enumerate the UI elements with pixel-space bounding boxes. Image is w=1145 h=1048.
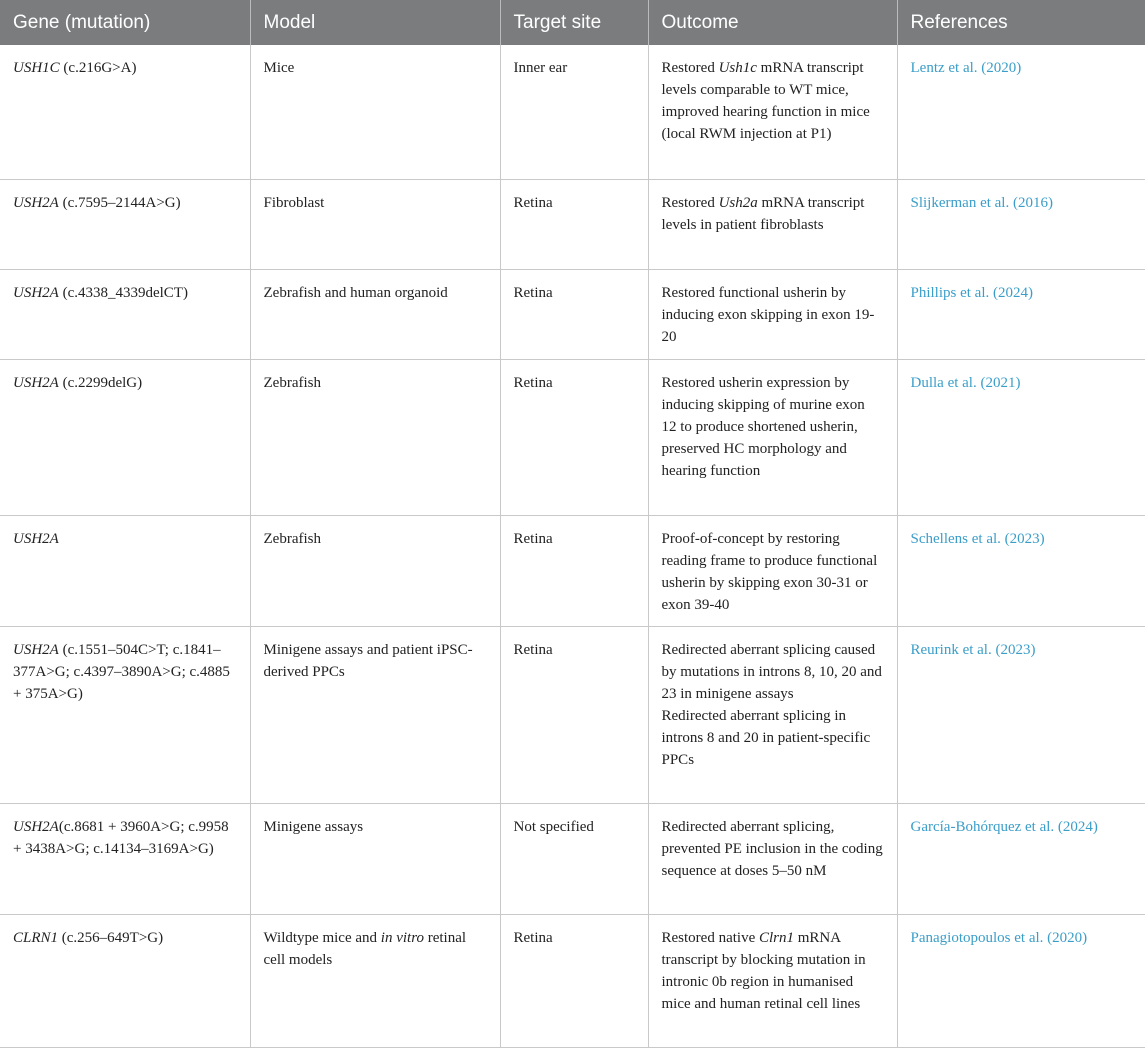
gene-mutation: (c.1551–504C>T; c.1841–377A>G; c.4397–3890A>G; c.4885 + 375A>G): [13, 641, 230, 702]
table-row: [0, 179, 1145, 269]
cell-model: [250, 626, 500, 803]
gene-symbol: USH2A: [13, 194, 59, 211]
cell-target-site: Retina: [500, 359, 648, 515]
cell-target-site: Retina: [500, 269, 648, 359]
cell-outcome: [648, 179, 897, 269]
cell-reference: [897, 914, 1145, 1047]
cell-reference: [897, 359, 1145, 515]
cell-model: [250, 515, 500, 626]
reference-link[interactable]: García-Bohórquez et al. (2024): [910, 818, 1098, 835]
gene-symbol: USH2A: [13, 818, 59, 835]
outcome-text-rest: mRNA transcript by blocking mutation in intronic 0b region in humanised mice and human retinal cell lines: [661, 929, 866, 1012]
header-model: Model: [250, 0, 500, 45]
cell-model: [250, 803, 500, 914]
gene-symbol: USH2A: [13, 374, 59, 391]
gene-mutation: (c.2299delG): [58, 374, 143, 391]
reference-link[interactable]: Panagiotopoulos et al. (2020): [910, 929, 1088, 946]
model-text: Minigene assays and patient iPSC-derived PPCs: [263, 641, 473, 680]
gene-mutation: (c.4338_4339delCT): [58, 284, 188, 301]
outcome-gene: Ush1c: [718, 60, 757, 76]
reference-link[interactable]: Slijkerman et al. (2016): [910, 194, 1053, 211]
cell-outcome: [648, 626, 897, 803]
cell-reference: [897, 515, 1145, 626]
header-row: [0, 0, 1145, 45]
cell-gene: [0, 269, 250, 359]
outcome-text: Restored: [661, 60, 719, 76]
model-text: Mice: [263, 60, 295, 76]
cell-model: [250, 45, 500, 179]
header-gene: Gene (mutation): [0, 0, 250, 45]
table-row: [0, 269, 1145, 359]
cell-target-site: Retina: [500, 626, 648, 803]
table-row: [0, 515, 1145, 626]
model-text: Zebrafish and human organoid: [263, 284, 448, 301]
cell-model: [250, 359, 500, 515]
cell-gene: [0, 179, 250, 269]
cell-outcome: [648, 269, 897, 359]
gene-symbol: USH2A: [13, 641, 59, 658]
reference-link[interactable]: Lentz et al. (2020): [910, 60, 1022, 76]
cell-target-site: Retina: [500, 515, 648, 626]
outcome-text: Redirected aberrant splicing, prevented PE inclusion in the coding sequence at doses 5–50 nM: [661, 818, 883, 879]
cell-target-site: Retina: [500, 914, 648, 1047]
cell-model: [250, 179, 500, 269]
reference-link[interactable]: Dulla et al. (2021): [910, 374, 1021, 391]
cell-outcome: [648, 359, 897, 515]
cell-model: [250, 914, 500, 1047]
outcome-text: Restored usherin expression by inducing skipping of murine exon 12 to produce shortened usherin, preserved HC morphology and hearing function: [661, 374, 865, 479]
model-text: Zebrafish: [263, 374, 321, 391]
cell-model: [250, 269, 500, 359]
gene-symbol: USH1C: [13, 60, 60, 76]
model-text: Zebrafish: [263, 530, 321, 547]
reference-link[interactable]: Phillips et al. (2024): [910, 284, 1033, 301]
model-text-italic: in vitro: [380, 929, 424, 946]
outcome-text: Restored functional usherin by inducing exon skipping in exon 19-20: [661, 284, 875, 345]
gene-mutation: (c.7595–2144A>G): [58, 194, 181, 211]
cell-gene: [0, 515, 250, 626]
cell-outcome: [648, 45, 897, 179]
cell-gene: [0, 803, 250, 914]
table-header: [0, 0, 1145, 45]
outcome-text: Restored: [661, 194, 719, 211]
outcome-text: Redirected aberrant splicing caused by mutations in introns 8, 10, 20 and 23 in minigene assays: [661, 641, 882, 702]
cell-gene: [0, 359, 250, 515]
table-row: [0, 359, 1145, 515]
table-row: [0, 914, 1145, 1047]
outcome-text-extra: Redirected aberrant splicing in introns 8 and 20 in patient-specific PPCs: [661, 707, 871, 768]
cell-target-site: Inner ear: [500, 45, 648, 179]
outcome-gene: Ush2a: [718, 194, 758, 211]
cell-gene: [0, 45, 250, 179]
model-text: Wildtype mice and: [263, 929, 381, 946]
cell-reference: [897, 45, 1145, 179]
outcome-gene: Clrn1: [758, 929, 794, 946]
outcome-text-rest: mRNA transcript levels comparable to WT mice, improved hearing function in mice (local RWM injection at P1): [661, 60, 870, 142]
model-text: Minigene assays: [263, 818, 364, 835]
table-body: [0, 45, 1145, 1047]
gene-mutation: (c.256–649T>G): [58, 929, 164, 946]
outcome-text: Proof-of-concept by restoring reading frame to produce functional usherin by skipping exon 30-31 or exon 39-40: [661, 530, 878, 613]
table-row: [0, 45, 1145, 179]
cell-target-site: Retina: [500, 179, 648, 269]
gene-symbol: CLRN1: [13, 929, 59, 946]
reference-link[interactable]: Schellens et al. (2023): [910, 530, 1045, 547]
cell-gene: [0, 914, 250, 1047]
table-row: [0, 626, 1145, 803]
cell-gene: [0, 626, 250, 803]
outcome-text-rest: mRNA transcript levels in patient fibroblasts: [661, 194, 865, 233]
table-row: [0, 803, 1145, 914]
cell-target-site: Not specified: [500, 803, 648, 914]
header-outcome: Outcome: [648, 0, 897, 45]
gene-symbol: USH2A: [13, 530, 59, 547]
reference-link[interactable]: Reurink et al. (2023): [910, 641, 1036, 658]
gene-mutation: (c.216G>A): [59, 60, 137, 76]
cell-reference: [897, 803, 1145, 914]
outcome-text: Restored native: [661, 929, 759, 946]
cell-reference: [897, 179, 1145, 269]
cell-reference: [897, 269, 1145, 359]
model-text-rest: retinal cell models: [263, 929, 467, 968]
gene-symbol: USH2A: [13, 284, 59, 301]
header-references: References: [897, 0, 1145, 45]
cell-outcome: [648, 803, 897, 914]
header-target-site: Target site: [500, 0, 648, 45]
cell-outcome: [648, 515, 897, 626]
cell-reference: [897, 626, 1145, 803]
gene-mutation: (c.8681 + 3960A>G; c.9958 + 3438A>G; c.14134–3169A>G): [13, 818, 229, 857]
cell-outcome: [648, 914, 897, 1047]
model-text: Fibroblast: [263, 194, 325, 211]
